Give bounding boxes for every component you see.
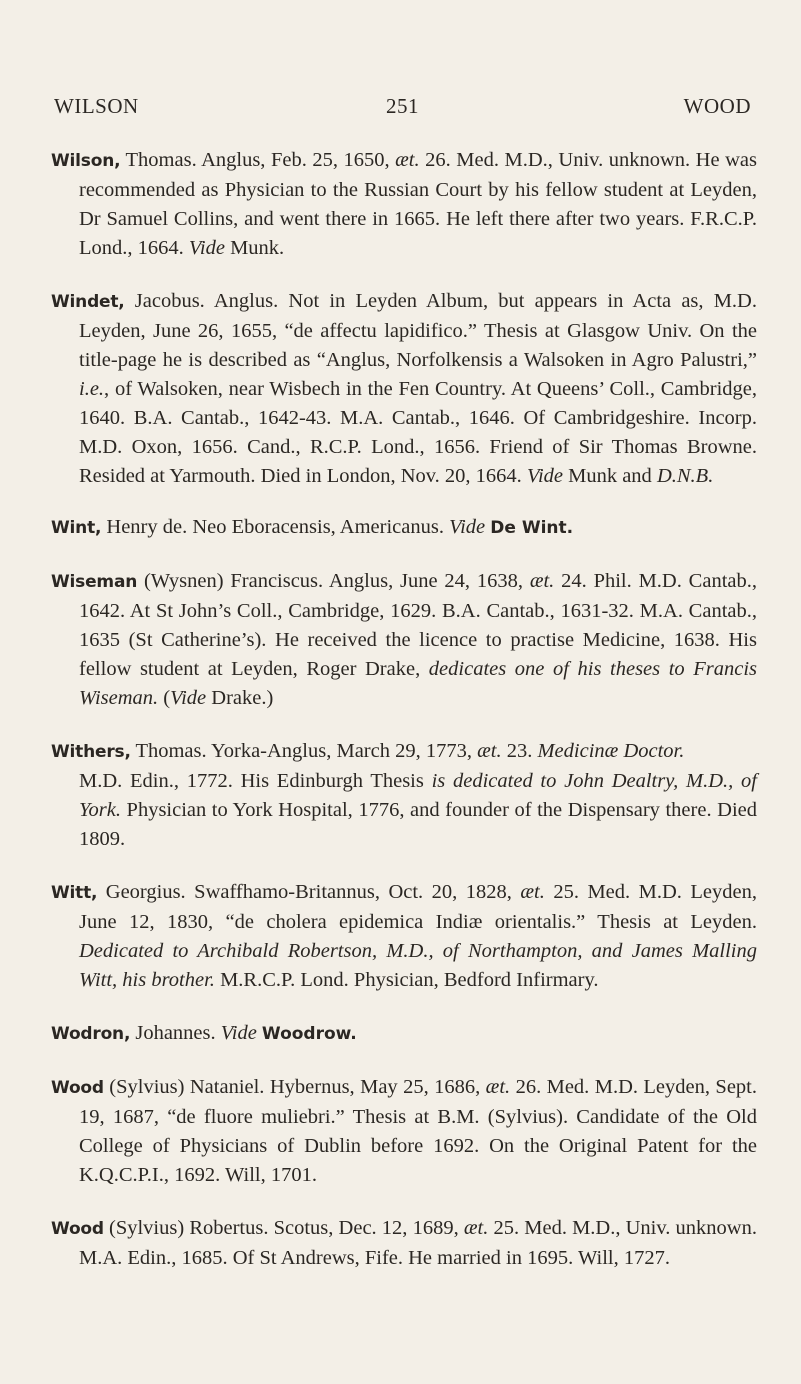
entry-text	[101, 516, 573, 538]
italic-text: æt.	[529, 570, 555, 592]
entry	[51, 513, 757, 543]
running-header	[54, 92, 751, 124]
italic-text: dedicates one of his theses to Francis Wiseman.	[79, 658, 758, 709]
entry	[51, 1214, 757, 1273]
italic-text: Vide	[449, 516, 486, 538]
entry-name: Witt,	[51, 883, 98, 903]
italic-text: Vide	[526, 465, 563, 487]
entry-text	[79, 570, 757, 709]
text-run: M.D. Edin., 1772. His Edinburgh Thesis	[79, 770, 432, 792]
text-run: (Wysnen) Franciscus. Anglus, June 24, 1638,	[137, 570, 530, 592]
entry-text	[79, 881, 757, 991]
italic-text: Vide	[188, 237, 225, 259]
text-run: 25. Med. M.D., Univ. unknown. M.A. Edin., 1685. Of St Andrews, Fife. He married in 1695. Will, 1727.	[79, 1217, 757, 1269]
italic-text: æt.	[477, 740, 502, 762]
header-right-word: WOOD	[683, 94, 751, 118]
italic-text: æt.	[463, 1217, 489, 1239]
text-run: Johannes.	[130, 1022, 221, 1044]
entry-name: Wint,	[51, 518, 102, 538]
entry	[51, 1019, 757, 1049]
header-left-word: WILSON	[54, 94, 139, 118]
italic-text: æt.	[485, 1076, 511, 1098]
italic-text: Vide	[220, 1022, 257, 1044]
text-run: (	[158, 687, 171, 709]
text-run: Munk and	[562, 465, 657, 487]
cross-reference: Woodrow.	[261, 1024, 357, 1044]
entry-name: Wiseman	[51, 572, 138, 592]
text-run: Munk.	[224, 237, 285, 259]
text-run: 26. Med. M.D. Leyden, Sept. 19, 1687, “de fluore muliebri.” Thesis at B.M. (Sylvius). Candidate of the Old College of Physicians of Dublin before 1692. On the Original Patent for the K.Q.C.P.I., 1692. Will, 1701.	[79, 1076, 757, 1186]
text-run: 26. Med. M.D., Univ. unknown. He was recommended as Physician to the Russian Court by his fellow student at Leyden, Dr Samuel Collins, and went there in 1665. He left there after two years. F.R.C.P. Lond., 1664.	[79, 149, 757, 259]
entry-text	[130, 1022, 357, 1044]
text-run: 25. Med. M.D. Leyden, June 12, 1830, “de cholera epidemica Indiæ orientalis.” Thesis at Leyden.	[79, 881, 757, 933]
text-run: 24. Phil. M.D. Cantab., 1642. At St John’s Coll., Cambridge, 1629. B.A. Cantab., 1631-32. M.A. Cantab., 1635 (St Catherine’s). He received the licence to practise Medicine, 1638. His fellow student at Leyden, Roger Drake,	[79, 570, 757, 680]
italic-text: Dedicated to Archibald Robertson, M.D., of Northampton, and James Malling Witt, his brother.	[79, 940, 757, 991]
text-run: Georgius. Swaffhamo-Britannus, Oct. 20, 1828,	[97, 881, 521, 903]
text-run: M.R.C.P. Lond. Physician, Bedford Infirmary.	[214, 969, 599, 991]
entry-text	[79, 740, 757, 850]
entry-text	[79, 1217, 757, 1269]
italic-text: Medicinæ Doctor.	[537, 740, 685, 762]
text-run: (Sylvius) Robertus. Scotus, Dec. 12, 1689,	[103, 1217, 464, 1239]
italic-text: D.N.B.	[656, 465, 714, 487]
text-run: Thomas. Yorka-Anglus, March 29, 1773,	[130, 740, 478, 762]
entry	[51, 737, 757, 854]
entry-name: Wood	[51, 1078, 104, 1098]
italic-text: æt.	[395, 149, 420, 171]
entry	[51, 878, 757, 995]
text-run: , of Walsoken, near Wisbech in the Fen Country. At Queens’ Coll., Cambridge, 1640. B.A. Cantab., 1642-43. M.A. Cantab., 1646. Of Cambridgeshire. Incorp. M.D. Oxon, 1656. Cand., R.C.P. Lond., 1656. Friend of Sir Thomas Browne. Resided at Yarmouth. Died in London, Nov. 20, 1664.	[79, 378, 757, 487]
text-run: (Sylvius) Nataniel. Hybernus, May 25, 1686,	[103, 1076, 486, 1098]
entry-name: Withers,	[51, 742, 131, 762]
cross-reference: De Wint.	[490, 518, 574, 538]
text-run: Jacobus. Anglus. Not in Leyden Album, but appears in Acta as, M.D. Leyden, June 26, 1655, “de affectu lapidifico.” Thesis at Glasgow Univ. On the title-page he is described as “Anglus, Norfolkensis a Walsoken in Agro Palustri,”	[79, 290, 757, 371]
entry-name: Wodron,	[51, 1024, 131, 1044]
entry-name: Windet,	[51, 292, 125, 312]
italic-text: i.e.	[79, 378, 105, 400]
entry	[51, 287, 757, 491]
entry-text	[79, 290, 757, 487]
text-run: Physician to York Hospital, 1776, and founder of the Dispensary there. Died 1809.	[79, 799, 757, 850]
entry-text	[79, 1076, 757, 1186]
entry	[51, 1073, 757, 1190]
text-run: 23.	[501, 740, 538, 762]
italic-text: æt.	[520, 881, 545, 903]
italic-text: is dedicated to John Dealtry, M.D., of York.	[79, 770, 757, 821]
text-run: Thomas. Anglus, Feb. 25, 1650,	[120, 149, 396, 171]
italic-text: Vide	[170, 687, 207, 709]
entry-name: Wood	[51, 1219, 104, 1239]
entry-list	[51, 146, 757, 1297]
entry	[51, 567, 757, 713]
page-number: 251	[386, 94, 419, 118]
entry-text	[79, 149, 757, 259]
text-run: Drake.)	[206, 687, 274, 709]
entry	[51, 146, 757, 263]
text-run: Henry de. Neo Eboracensis, Americanus.	[101, 516, 450, 538]
entry-name: Wilson,	[51, 151, 121, 171]
